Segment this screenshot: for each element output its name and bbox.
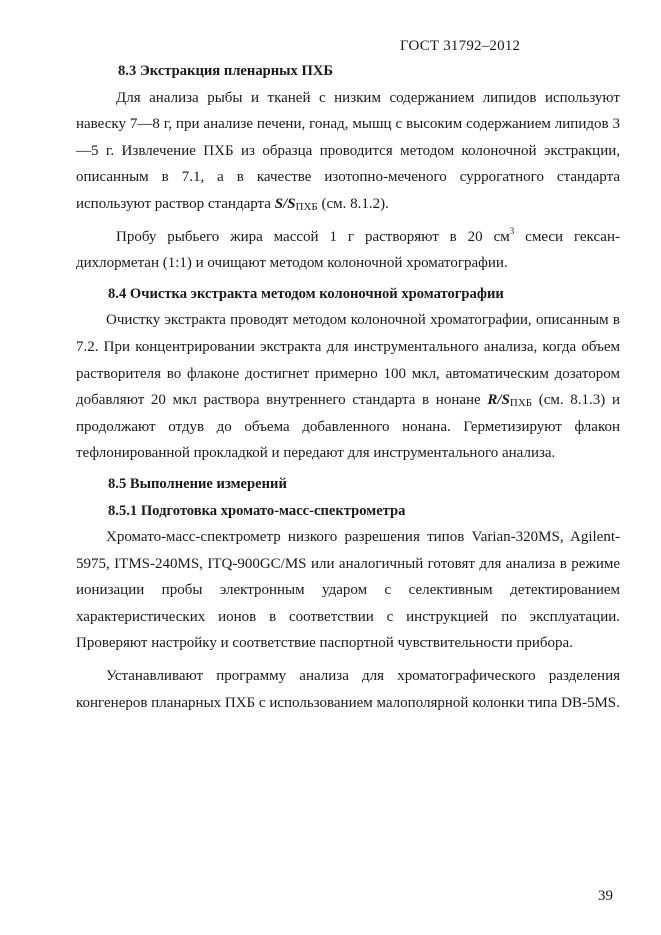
paragraph-8-3-1 xyxy=(76,85,620,218)
standard-symbol: R/S xyxy=(487,392,510,409)
section-heading-8-3: 8.3 Экстракция пленарных ПХБ xyxy=(118,63,334,79)
paragraph-text: Пробу рыбьего жира массой 1 г растворяют в 20 см xyxy=(116,228,510,245)
paragraph-text: Очистку экстракта проводят методом колоночной хроматографии, описанным в 7.2. При концентрировании экстракта для инструментального анализа, когда объем растворителя во флаконе достигнет примерно 100 мкл, автоматическим дозатором добавляют 20 мкл раствора внутреннего стандарта в нонане xyxy=(76,312,620,409)
document-body xyxy=(76,58,620,716)
paragraph-text-end: (см. 8.1.3) и продолжают отдув до объема добавленного нонана. Герметизируют флакон тефлонированной прокладкой и передают для инструментального анализа. xyxy=(76,392,620,462)
paragraph-8-5-1-1: Хромато-масс-спектрометр низкого разрешения типов Varian-320MS, Agilent-5975, ITMS-240MS, ITQ-900GC/MS или аналогичный готовят для анализа в режиме ионизации пробы электронным ударом с селективным детектированием характеристических ионов в соответствии с инструкцией по эксплуатации. Проверяют настройку и соответствие паспортной чувствительности прибора. xyxy=(76,529,620,652)
standard-subscript: ПХБ xyxy=(509,397,533,410)
standard-symbol: S/S xyxy=(274,195,296,212)
paragraph-8-5-1-2: Устанавливают программу анализа для хроматографического разделения конгенеров планарных ПХБ с использованием малополярной колонки типа DB-5MS. xyxy=(76,668,620,711)
standard-code: ГОСТ 31792–2012 xyxy=(400,38,521,54)
paragraph-text-end: смеси гексан-дихлорметан (1:1) и очищают методом колоночной хроматографии. xyxy=(76,228,620,272)
paragraph-text: Для анализа рыбы и тканей с низким содержанием липидов используют навеску 7—8 г, при анализе печени, гонад, мышц с высоким содержанием липидов 3—5 г. Извлечение ПХБ из образца проводится методом колоночной экстракции, описанным в 7.1, а в качестве изотопно-меченого суррогатного стандарта используют раствор стандарта xyxy=(76,89,620,212)
paragraph-8-3-2 xyxy=(76,224,620,277)
section-heading-8-5-1: 8.5.1 Подготовка хромато-масс-спектрометра xyxy=(108,502,406,519)
section-heading-8-4: 8.4 Очистка экстракта методом колоночной хроматографии xyxy=(108,285,504,302)
unit-superscript: 3 xyxy=(509,225,515,236)
paragraph-8-4-1 xyxy=(76,307,620,467)
standard-subscript: ПХБ xyxy=(295,200,318,213)
paragraph-text-end: (см. 8.1.2). xyxy=(317,195,389,212)
page-number: 39 xyxy=(598,888,613,904)
section-heading-8-5: 8.5 Выполнение измерений xyxy=(108,475,287,492)
